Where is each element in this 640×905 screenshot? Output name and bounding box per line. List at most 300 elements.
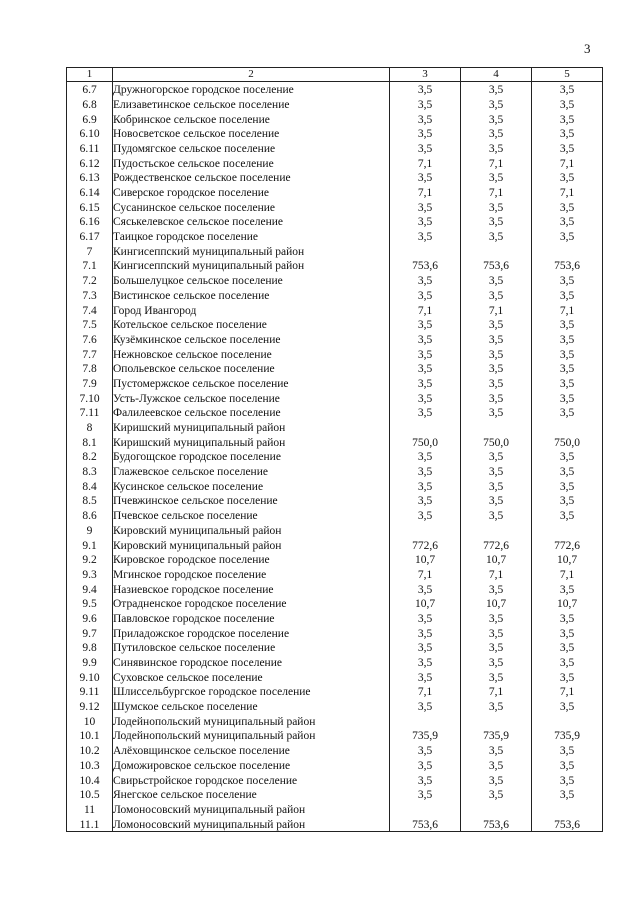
table-row — [67, 273, 603, 288]
column-header-5: 5 — [532, 68, 603, 82]
table-row — [67, 728, 603, 743]
value-col-3: 772,6 — [390, 537, 461, 552]
value-col-3: 3,5 — [390, 699, 461, 714]
municipality-name: Янегское сельское поселение — [113, 787, 390, 802]
table-row — [67, 581, 603, 596]
row-number: 9.2 — [67, 552, 113, 567]
value-col-4: 3,5 — [461, 743, 532, 758]
value-col-4: 3,5 — [461, 655, 532, 670]
table-row — [67, 816, 603, 831]
value-col-4 — [461, 420, 532, 435]
municipality-name: Таицкое городское поселение — [113, 229, 390, 244]
value-col-3: 3,5 — [390, 611, 461, 626]
table-row — [67, 625, 603, 640]
value-col-4: 3,5 — [461, 214, 532, 229]
value-col-3: 7,1 — [390, 684, 461, 699]
row-number: 7.2 — [67, 273, 113, 288]
municipality-name: Путиловское сельское поселение — [113, 640, 390, 655]
table-row — [67, 346, 603, 361]
value-col-5: 753,6 — [532, 258, 603, 273]
value-col-3: 3,5 — [390, 640, 461, 655]
row-number: 10.4 — [67, 772, 113, 787]
municipality-name: Приладожское городское поселение — [113, 625, 390, 640]
value-col-3: 3,5 — [390, 625, 461, 640]
row-number: 8.5 — [67, 493, 113, 508]
value-col-4: 3,5 — [461, 449, 532, 464]
value-col-3: 3,5 — [390, 317, 461, 332]
value-col-4 — [461, 714, 532, 729]
municipality-name: Пудомягское сельское поселение — [113, 141, 390, 156]
value-col-5: 7,1 — [532, 567, 603, 582]
value-col-5: 3,5 — [532, 273, 603, 288]
table-row — [67, 97, 603, 112]
value-col-5: 3,5 — [532, 611, 603, 626]
table-row — [67, 258, 603, 273]
value-col-3: 3,5 — [390, 111, 461, 126]
table-row — [67, 464, 603, 479]
value-col-5 — [532, 714, 603, 729]
value-col-4: 7,1 — [461, 302, 532, 317]
municipality-name: Кировский муниципальный район — [113, 537, 390, 552]
value-col-5: 3,5 — [532, 787, 603, 802]
municipality-name: Лодейнопольский муниципальный район — [113, 714, 390, 729]
value-col-5: 3,5 — [532, 464, 603, 479]
value-col-4: 7,1 — [461, 567, 532, 582]
value-col-3: 3,5 — [390, 346, 461, 361]
value-col-5: 3,5 — [532, 229, 603, 244]
row-number: 6.14 — [67, 185, 113, 200]
value-col-3: 3,5 — [390, 170, 461, 185]
table-row — [67, 170, 603, 185]
table-row — [67, 185, 603, 200]
row-number: 7.10 — [67, 390, 113, 405]
value-col-5: 3,5 — [532, 479, 603, 494]
table-row — [67, 552, 603, 567]
value-col-4: 3,5 — [461, 346, 532, 361]
municipality-name: Котельское сельское поселение — [113, 317, 390, 332]
value-col-4: 3,5 — [461, 670, 532, 685]
municipality-name: Ломоносовский муниципальный район — [113, 816, 390, 831]
table-row — [67, 479, 603, 494]
value-col-5: 3,5 — [532, 405, 603, 420]
row-number: 9.3 — [67, 567, 113, 582]
value-col-5: 7,1 — [532, 155, 603, 170]
value-col-5: 3,5 — [532, 508, 603, 523]
value-col-3: 3,5 — [390, 332, 461, 347]
row-number: 7.8 — [67, 361, 113, 376]
value-col-3: 3,5 — [390, 772, 461, 787]
municipality-name: Город Ивангород — [113, 302, 390, 317]
table-row — [67, 655, 603, 670]
value-col-5: 3,5 — [532, 772, 603, 787]
municipality-name: Ломоносовский муниципальный район — [113, 802, 390, 817]
table-row — [67, 743, 603, 758]
row-number: 8.2 — [67, 449, 113, 464]
table-row — [67, 302, 603, 317]
row-number: 6.16 — [67, 214, 113, 229]
value-col-5: 3,5 — [532, 346, 603, 361]
table-row — [67, 699, 603, 714]
municipality-name: Дружногорское городское поселение — [113, 82, 390, 97]
table-row — [67, 449, 603, 464]
table-row — [67, 611, 603, 626]
municipality-name: Усть-Лужское сельское поселение — [113, 390, 390, 405]
value-col-5: 3,5 — [532, 200, 603, 215]
value-col-4: 3,5 — [461, 200, 532, 215]
value-col-4: 10,7 — [461, 552, 532, 567]
municipality-name: Глажевское сельское поселение — [113, 464, 390, 479]
table-row — [67, 361, 603, 376]
row-number: 9.10 — [67, 670, 113, 685]
municipality-name: Фалилеевское сельское поселение — [113, 405, 390, 420]
row-number: 8.4 — [67, 479, 113, 494]
value-col-5: 3,5 — [532, 111, 603, 126]
value-col-4: 3,5 — [461, 170, 532, 185]
value-col-4: 772,6 — [461, 537, 532, 552]
value-col-4: 3,5 — [461, 493, 532, 508]
row-number: 6.13 — [67, 170, 113, 185]
row-number: 7 — [67, 244, 113, 259]
value-col-4: 3,5 — [461, 611, 532, 626]
row-number: 8.6 — [67, 508, 113, 523]
table-row — [67, 567, 603, 582]
value-col-5: 3,5 — [532, 625, 603, 640]
value-col-3: 3,5 — [390, 229, 461, 244]
municipality-name: Сусанинское сельское поселение — [113, 200, 390, 215]
value-col-3: 7,1 — [390, 185, 461, 200]
value-col-4: 3,5 — [461, 699, 532, 714]
municipality-name: Нежновское сельское поселение — [113, 346, 390, 361]
table-body — [67, 82, 603, 832]
row-number: 8.1 — [67, 435, 113, 450]
row-number: 9.8 — [67, 640, 113, 655]
row-number: 9.5 — [67, 596, 113, 611]
value-col-5: 753,6 — [532, 816, 603, 831]
row-number: 6.11 — [67, 141, 113, 156]
value-col-4: 7,1 — [461, 155, 532, 170]
row-number: 7.11 — [67, 405, 113, 420]
value-col-4: 3,5 — [461, 581, 532, 596]
header-row — [67, 68, 603, 82]
row-number: 9.6 — [67, 611, 113, 626]
table-row — [67, 288, 603, 303]
value-col-3: 7,1 — [390, 302, 461, 317]
row-number: 6.9 — [67, 111, 113, 126]
value-col-3: 3,5 — [390, 200, 461, 215]
table-row — [67, 420, 603, 435]
value-col-5: 3,5 — [532, 743, 603, 758]
municipality-name: Кировское городское поселение — [113, 552, 390, 567]
table-row — [67, 758, 603, 773]
row-number: 6.10 — [67, 126, 113, 141]
value-col-3: 10,7 — [390, 552, 461, 567]
table-row — [67, 523, 603, 538]
municipality-name: Шлиссельбургское городское поселение — [113, 684, 390, 699]
row-number: 11.1 — [67, 816, 113, 831]
table-row — [67, 82, 603, 97]
value-col-3: 3,5 — [390, 655, 461, 670]
municipality-name: Свирьстройское городское поселение — [113, 772, 390, 787]
value-col-3: 3,5 — [390, 376, 461, 391]
row-number: 6.17 — [67, 229, 113, 244]
municipality-name: Сяськелевское сельское поселение — [113, 214, 390, 229]
value-col-4: 3,5 — [461, 787, 532, 802]
value-col-4: 3,5 — [461, 640, 532, 655]
value-col-3: 3,5 — [390, 405, 461, 420]
value-col-3: 753,6 — [390, 816, 461, 831]
municipality-name: Пчевжинское сельское поселение — [113, 493, 390, 508]
value-col-5: 3,5 — [532, 493, 603, 508]
value-col-3: 3,5 — [390, 449, 461, 464]
value-col-4: 753,6 — [461, 816, 532, 831]
row-number: 7.6 — [67, 332, 113, 347]
value-col-3 — [390, 802, 461, 817]
value-col-4: 735,9 — [461, 728, 532, 743]
value-col-4: 10,7 — [461, 596, 532, 611]
table-row — [67, 200, 603, 215]
value-col-5: 3,5 — [532, 699, 603, 714]
row-number: 7.3 — [67, 288, 113, 303]
table-row — [67, 229, 603, 244]
table-row — [67, 787, 603, 802]
table-row — [67, 405, 603, 420]
municipality-name: Лодейнопольский муниципальный район — [113, 728, 390, 743]
row-number: 6.8 — [67, 97, 113, 112]
row-number: 10.2 — [67, 743, 113, 758]
table-row — [67, 214, 603, 229]
municipality-name: Вистинское сельское поселение — [113, 288, 390, 303]
municipality-name: Доможировское сельское поселение — [113, 758, 390, 773]
value-col-4 — [461, 244, 532, 259]
municipality-name: Опольевское сельское поселение — [113, 361, 390, 376]
municipality-name: Новосветское сельское поселение — [113, 126, 390, 141]
value-col-4: 7,1 — [461, 185, 532, 200]
municipality-name: Кусинское сельское поселение — [113, 479, 390, 494]
allocation-table — [66, 67, 603, 832]
row-number: 7.9 — [67, 376, 113, 391]
value-col-4 — [461, 523, 532, 538]
value-col-3: 3,5 — [390, 82, 461, 97]
municipality-name: Кингисеппский муниципальный район — [113, 244, 390, 259]
municipality-name: Пчевское сельское поселение — [113, 508, 390, 523]
value-col-4: 3,5 — [461, 479, 532, 494]
table-row — [67, 684, 603, 699]
table-row — [67, 244, 603, 259]
value-col-3: 10,7 — [390, 596, 461, 611]
column-header-2: 2 — [113, 68, 390, 82]
value-col-4: 753,6 — [461, 258, 532, 273]
value-col-5 — [532, 802, 603, 817]
table-row — [67, 155, 603, 170]
municipality-name: Елизаветинское сельское поселение — [113, 97, 390, 112]
row-number: 7.5 — [67, 317, 113, 332]
value-col-4: 3,5 — [461, 508, 532, 523]
value-col-3: 3,5 — [390, 508, 461, 523]
value-col-3: 750,0 — [390, 435, 461, 450]
value-col-5: 7,1 — [532, 185, 603, 200]
table-row — [67, 376, 603, 391]
value-col-3: 3,5 — [390, 479, 461, 494]
value-col-3: 3,5 — [390, 273, 461, 288]
table-header — [67, 68, 603, 82]
value-col-4: 3,5 — [461, 111, 532, 126]
value-col-5 — [532, 420, 603, 435]
row-number: 10 — [67, 714, 113, 729]
municipality-name: Синявинское городское поселение — [113, 655, 390, 670]
table-row — [67, 111, 603, 126]
value-col-4: 3,5 — [461, 273, 532, 288]
municipality-name: Рождественское сельское поселение — [113, 170, 390, 185]
municipality-name: Мгинское городское поселение — [113, 567, 390, 582]
row-number: 10.3 — [67, 758, 113, 773]
table-row — [67, 508, 603, 523]
value-col-3: 3,5 — [390, 787, 461, 802]
column-header-3: 3 — [390, 68, 461, 82]
value-col-5: 3,5 — [532, 581, 603, 596]
row-number: 10.1 — [67, 728, 113, 743]
municipality-name: Будогощское городское поселение — [113, 449, 390, 464]
value-col-3: 7,1 — [390, 155, 461, 170]
municipality-name: Кингисеппский муниципальный район — [113, 258, 390, 273]
value-col-3: 3,5 — [390, 758, 461, 773]
value-col-4: 3,5 — [461, 317, 532, 332]
municipality-name: Назиевское городское поселение — [113, 581, 390, 596]
row-number: 9.11 — [67, 684, 113, 699]
municipality-name: Павловское городское поселение — [113, 611, 390, 626]
row-number: 6.7 — [67, 82, 113, 97]
row-number: 9.12 — [67, 699, 113, 714]
value-col-4: 7,1 — [461, 684, 532, 699]
value-col-5: 3,5 — [532, 214, 603, 229]
row-number: 6.12 — [67, 155, 113, 170]
table-row — [67, 596, 603, 611]
value-col-4: 3,5 — [461, 376, 532, 391]
value-col-4: 3,5 — [461, 758, 532, 773]
value-col-5: 3,5 — [532, 449, 603, 464]
value-col-3: 3,5 — [390, 743, 461, 758]
value-col-4: 3,5 — [461, 332, 532, 347]
value-col-5: 3,5 — [532, 317, 603, 332]
value-col-5: 3,5 — [532, 170, 603, 185]
row-number: 7.7 — [67, 346, 113, 361]
value-col-4: 3,5 — [461, 390, 532, 405]
municipality-name: Большелуцкое сельское поселение — [113, 273, 390, 288]
value-col-5: 3,5 — [532, 655, 603, 670]
row-number: 10.5 — [67, 787, 113, 802]
value-col-5: 3,5 — [532, 82, 603, 97]
value-col-3: 3,5 — [390, 141, 461, 156]
municipality-name: Кузёмкинское сельское поселение — [113, 332, 390, 347]
municipality-name: Пудостьское сельское поселение — [113, 155, 390, 170]
row-number: 9.9 — [67, 655, 113, 670]
value-col-3: 753,6 — [390, 258, 461, 273]
municipality-name: Киришский муниципальный район — [113, 435, 390, 450]
value-col-5: 3,5 — [532, 97, 603, 112]
value-col-3: 3,5 — [390, 464, 461, 479]
table-row — [67, 390, 603, 405]
table-row — [67, 802, 603, 817]
value-col-3: 3,5 — [390, 493, 461, 508]
value-col-5: 10,7 — [532, 596, 603, 611]
row-number: 8.3 — [67, 464, 113, 479]
table-row — [67, 317, 603, 332]
table-row — [67, 493, 603, 508]
municipality-name: Сиверское городское поселение — [113, 185, 390, 200]
value-col-3: 7,1 — [390, 567, 461, 582]
table-row — [67, 640, 603, 655]
municipality-name: Шумское сельское поселение — [113, 699, 390, 714]
row-number: 9.1 — [67, 537, 113, 552]
municipality-name: Пустомержское сельское поселение — [113, 376, 390, 391]
value-col-4: 750,0 — [461, 435, 532, 450]
table-row — [67, 141, 603, 156]
row-number: 9.7 — [67, 625, 113, 640]
municipality-name: Киришский муниципальный район — [113, 420, 390, 435]
value-col-4: 3,5 — [461, 772, 532, 787]
table-row — [67, 714, 603, 729]
table-row — [67, 670, 603, 685]
row-number: 6.15 — [67, 200, 113, 215]
row-number: 7.1 — [67, 258, 113, 273]
value-col-3: 735,9 — [390, 728, 461, 743]
value-col-3: 3,5 — [390, 581, 461, 596]
municipality-name: Суховское сельское поселение — [113, 670, 390, 685]
value-col-4: 3,5 — [461, 405, 532, 420]
value-col-4 — [461, 802, 532, 817]
table-row — [67, 772, 603, 787]
municipality-name: Кобринское сельское поселение — [113, 111, 390, 126]
value-col-5: 3,5 — [532, 376, 603, 391]
row-number: 9.4 — [67, 581, 113, 596]
value-col-5 — [532, 244, 603, 259]
value-col-4: 3,5 — [461, 82, 532, 97]
value-col-4: 3,5 — [461, 625, 532, 640]
value-col-4: 3,5 — [461, 141, 532, 156]
table-row — [67, 126, 603, 141]
value-col-3: 3,5 — [390, 126, 461, 141]
value-col-4: 3,5 — [461, 229, 532, 244]
page-number: 3 — [584, 41, 591, 56]
value-col-5: 10,7 — [532, 552, 603, 567]
value-col-3: 3,5 — [390, 288, 461, 303]
value-col-5: 3,5 — [532, 361, 603, 376]
value-col-4: 3,5 — [461, 288, 532, 303]
value-col-4: 3,5 — [461, 361, 532, 376]
value-col-3 — [390, 714, 461, 729]
table-row — [67, 435, 603, 450]
value-col-5: 7,1 — [532, 684, 603, 699]
row-number: 11 — [67, 802, 113, 817]
value-col-4: 3,5 — [461, 126, 532, 141]
municipality-name: Алёховщинское сельское поселение — [113, 743, 390, 758]
row-number: 7.4 — [67, 302, 113, 317]
value-col-3: 3,5 — [390, 97, 461, 112]
value-col-5: 750,0 — [532, 435, 603, 450]
value-col-3: 3,5 — [390, 214, 461, 229]
column-header-1: 1 — [67, 68, 113, 82]
value-col-5: 3,5 — [532, 758, 603, 773]
value-col-5: 3,5 — [532, 640, 603, 655]
municipality-name: Отрадненское городское поселение — [113, 596, 390, 611]
value-col-5: 3,5 — [532, 332, 603, 347]
value-col-4: 3,5 — [461, 464, 532, 479]
value-col-4: 3,5 — [461, 97, 532, 112]
value-col-5: 735,9 — [532, 728, 603, 743]
value-col-5: 7,1 — [532, 302, 603, 317]
value-col-5: 3,5 — [532, 390, 603, 405]
value-col-5: 3,5 — [532, 126, 603, 141]
value-col-3: 3,5 — [390, 670, 461, 685]
